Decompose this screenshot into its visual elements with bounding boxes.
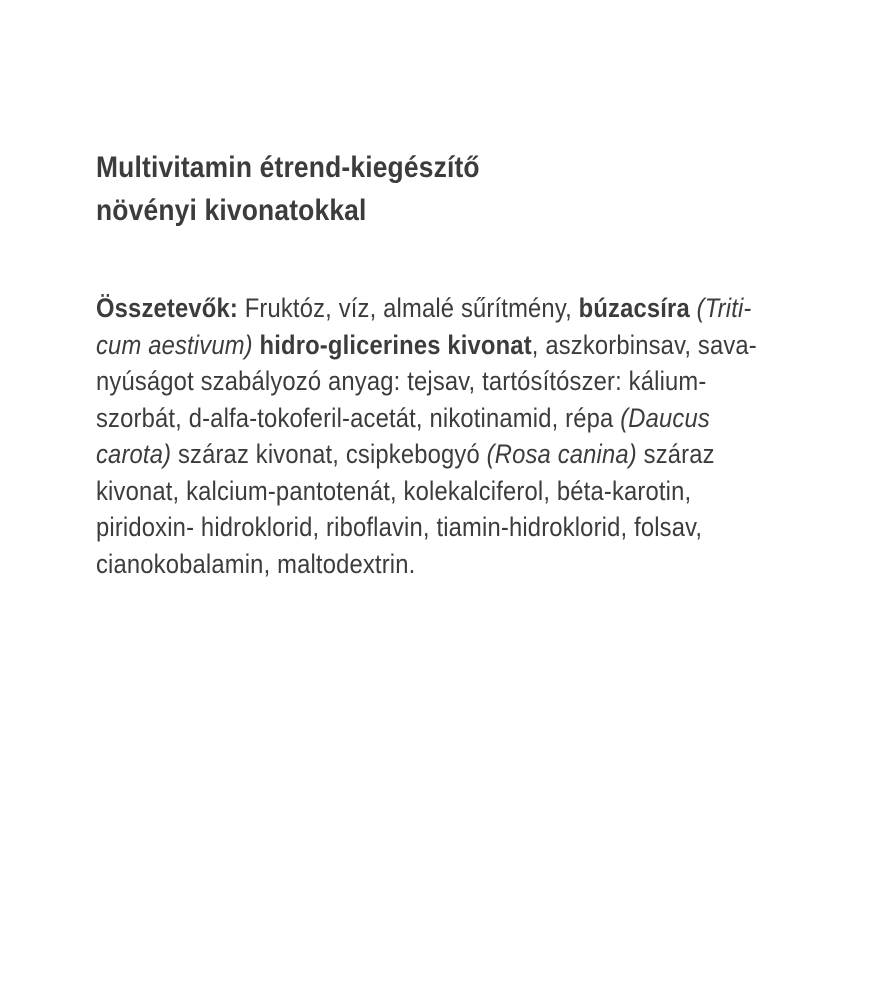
ingredient-text: [253, 330, 260, 360]
ingredients-line: [96, 473, 757, 510]
ingredient-text: szorbát, d-alfa-tokoferil-acetát, nikotinamid, répa: [96, 402, 621, 433]
ingredient-text: száraz: [636, 439, 715, 469]
ingredients-line: [96, 509, 757, 546]
product-title-line-2: növényi kivonatokkal: [96, 194, 367, 227]
ingredient-text: kivonat, kalcium-pantotenát, kolekalciferol, béta-karotin,: [96, 475, 692, 506]
ingredient-text: Fruktóz, víz, almalé sűrítmény,: [237, 293, 579, 323]
latin-species-name-italic: (Daucus: [620, 402, 710, 433]
ingredient-text: , aszkorbinsav, sava-: [531, 329, 757, 360]
latin-species-name-italic: (Rosa canina): [486, 439, 637, 469]
latin-species-name-italic: (Triti-: [696, 293, 752, 323]
ingredient-text: száraz kivonat, csipkebogyó: [171, 439, 487, 469]
ingredients-line: [96, 546, 757, 583]
ingredients-line: [96, 436, 757, 473]
ingredient-text: piridoxin- hidroklorid, riboflavin, tiamin-hidroklorid, folsav,: [96, 512, 703, 542]
ingredient-text: [690, 293, 697, 323]
latin-species-name-italic: carota): [96, 439, 172, 469]
ingredients-line: [96, 400, 757, 437]
ingredients-paragraph: [96, 290, 847, 582]
ingredients-line: [96, 290, 757, 327]
product-title-line-1: Multivitamin étrend-kiegészítő: [96, 151, 480, 184]
latin-species-name-italic: cum aestivum): [96, 329, 253, 360]
ingredient-text: cianokobalamin, maltodextrin.: [96, 548, 416, 579]
ingredient-text: nyúságot szabályozó anyag: tejsav, tartósítószer: kálium-: [96, 366, 707, 396]
ingredient-bold-text: Összetevők:: [96, 293, 238, 323]
product-title: [96, 146, 532, 232]
ingredients-line: [96, 363, 757, 400]
ingredients-line: [96, 327, 757, 364]
ingredient-bold-text: búzacsíra: [578, 293, 690, 323]
ingredient-bold-text: hidro-glicerines kivonat: [259, 329, 532, 360]
